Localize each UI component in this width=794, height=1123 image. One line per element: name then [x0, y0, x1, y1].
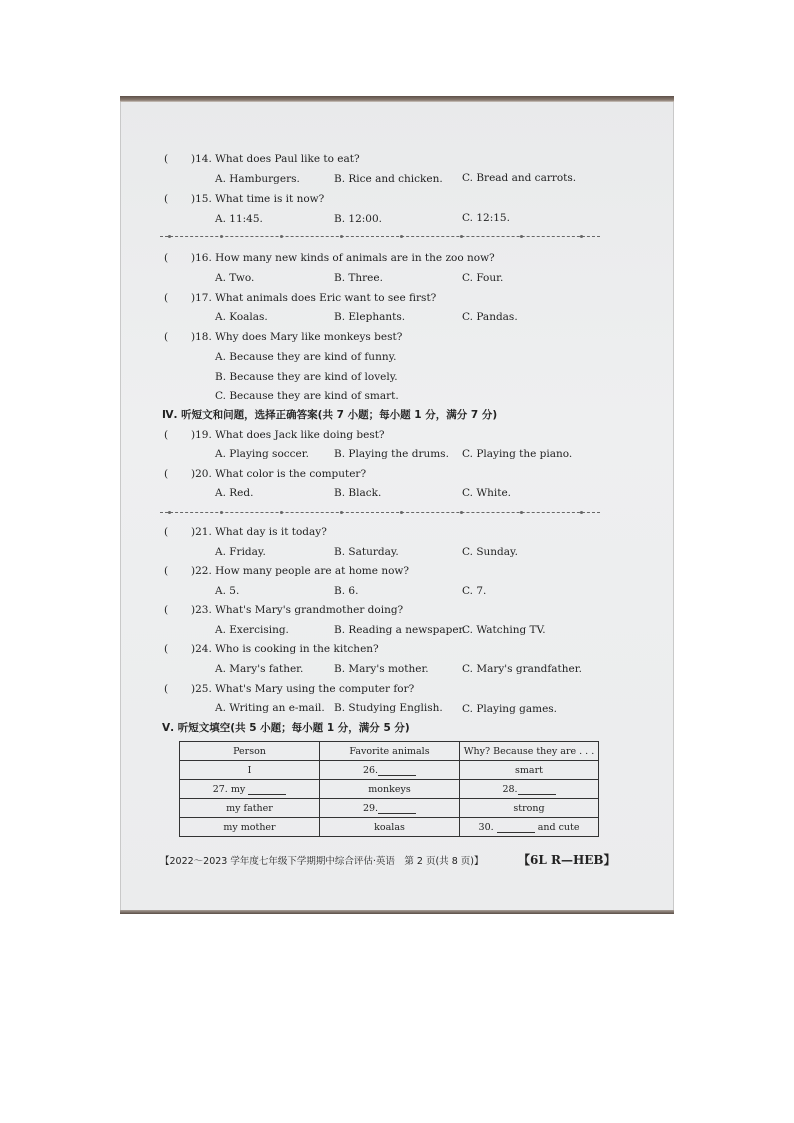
photo-top-edge [120, 96, 674, 102]
section-5-heading: Ⅴ. 听短文填空(共 5 小题；每小题 1 分，满分 5 分) [162, 722, 410, 734]
question-20: )20. What color is the computer? [191, 468, 367, 480]
table-cell: monkeys [320, 780, 460, 799]
option-a: A. Hamburgers. [215, 173, 300, 185]
answer-paren: ( [164, 252, 169, 264]
answer-paren: ( [164, 468, 169, 480]
fill-in-table [179, 741, 599, 837]
table-header-row [180, 742, 599, 761]
answer-blank-29[interactable] [378, 803, 416, 814]
question-17: )17. What animals does Eric want to see first? [191, 292, 437, 304]
option-b: B. Rice and chicken. [334, 173, 443, 185]
table-header: Person [180, 742, 320, 761]
exam-page-photo [120, 96, 674, 914]
table-row [180, 780, 599, 799]
table-cell: my father [180, 799, 320, 818]
blank-suffix: and cute [537, 821, 580, 833]
answer-paren: ( [164, 292, 169, 304]
option-c: C. Mary's grandfather. [462, 663, 582, 675]
option-a: A. 5. [215, 585, 240, 597]
option-a: A. Red. [215, 487, 254, 499]
option-c: C. Pandas. [462, 311, 518, 323]
option-c: C. Playing games. [462, 703, 558, 715]
blank-label: 29. [362, 802, 379, 814]
photo-bottom-edge [120, 910, 674, 914]
option-a: A. Exercising. [215, 624, 289, 636]
answer-blank-28[interactable] [518, 784, 556, 795]
table-cell [460, 780, 599, 799]
edition-code: 【6L R—HEB】 [518, 853, 616, 867]
question-15: )15. What time is it now? [191, 193, 325, 205]
option-b: B. Mary's mother. [334, 663, 429, 675]
answer-paren: ( [164, 683, 169, 695]
option-b: B. Saturday. [334, 546, 399, 558]
blank-label: 27. my [212, 783, 246, 795]
option-b: B. Playing the drums. [334, 448, 449, 460]
answer-paren: ( [164, 331, 169, 343]
table-cell [320, 799, 460, 818]
option-a: A. Mary's father. [215, 663, 304, 675]
table-row [180, 761, 599, 780]
option-c: C. Because they are kind of smart. [215, 390, 399, 402]
blank-label: 28. [502, 783, 518, 795]
option-b: B. Elephants. [334, 311, 406, 323]
dashed-separator [160, 236, 600, 237]
question-18: )18. Why does Mary like monkeys best? [191, 331, 403, 343]
option-b: B. Three. [334, 272, 383, 284]
option-a: A. 11:45. [215, 213, 263, 225]
question-24: )24. Who is cooking in the kitchen? [191, 643, 379, 655]
answer-paren: ( [164, 526, 169, 538]
option-c: C. Bread and carrots. [462, 172, 577, 184]
answer-blank-26[interactable] [378, 765, 416, 776]
answer-paren: ( [164, 604, 169, 616]
table-cell [320, 761, 460, 780]
table-cell: smart [460, 761, 599, 780]
answer-blank-27[interactable] [248, 784, 286, 795]
table-cell: koalas [320, 818, 460, 837]
answer-blank-30[interactable] [497, 822, 535, 833]
answer-paren: ( [164, 153, 169, 165]
option-c: C. White. [462, 487, 512, 499]
table-header: Favorite animals [320, 742, 460, 761]
table-cell [460, 818, 599, 837]
option-c: C. Sunday. [462, 546, 518, 558]
page-footer: 【2022～2023 学年度七年级下学期期中综合评估·英语 第 2 页(共 8 页)】 [160, 856, 484, 867]
question-21: )21. What day is it today? [191, 526, 327, 538]
question-19: )19. What does Jack like doing best? [191, 429, 385, 441]
dashed-separator [160, 512, 600, 513]
answer-paren: ( [164, 193, 169, 205]
table-header: Why? Because they are . . . [460, 742, 599, 761]
option-b: B. Black. [334, 487, 382, 499]
option-a: A. Two. [215, 272, 255, 284]
table-row [180, 799, 599, 818]
table-cell: strong [460, 799, 599, 818]
option-a: A. Because they are kind of funny. [215, 351, 397, 363]
option-a: A. Playing soccer. [215, 448, 309, 460]
option-a: A. Friday. [215, 546, 266, 558]
question-14: )14. What does Paul like to eat? [191, 153, 360, 165]
option-c: C. Watching TV. [462, 624, 546, 636]
blank-label: 26. [362, 764, 379, 776]
option-c: C. 12:15. [462, 212, 510, 224]
option-b: B. 6. [334, 585, 359, 597]
blank-label: 30. [478, 821, 494, 833]
question-23: )23. What's Mary's grandmother doing? [191, 604, 404, 616]
option-b: B. Studying English. [334, 702, 443, 714]
option-c: C. 7. [462, 585, 487, 597]
table-cell [180, 780, 320, 799]
table-cell: my mother [180, 818, 320, 837]
option-a: A. Writing an e-mail. [215, 702, 325, 714]
option-c: C. Playing the piano. [462, 448, 573, 460]
table-row [180, 818, 599, 837]
question-16: )16. How many new kinds of animals are in the zoo now? [191, 252, 495, 264]
option-b: B. 12:00. [334, 213, 382, 225]
option-b: B. Because they are kind of lovely. [215, 371, 398, 383]
answer-paren: ( [164, 565, 169, 577]
option-a: A. Koalas. [215, 311, 268, 323]
question-25: )25. What's Mary using the computer for? [191, 683, 415, 695]
section-4-heading: Ⅳ. 听短文和问题，选择正确答案(共 7 小题；每小题 1 分，满分 7 分) [162, 409, 498, 421]
answer-paren: ( [164, 643, 169, 655]
option-c: C. Four. [462, 272, 504, 284]
answer-paren: ( [164, 429, 169, 441]
table-cell: I [180, 761, 320, 780]
question-22: )22. How many people are at home now? [191, 565, 410, 577]
option-b: B. Reading a newspaper. [334, 624, 466, 636]
